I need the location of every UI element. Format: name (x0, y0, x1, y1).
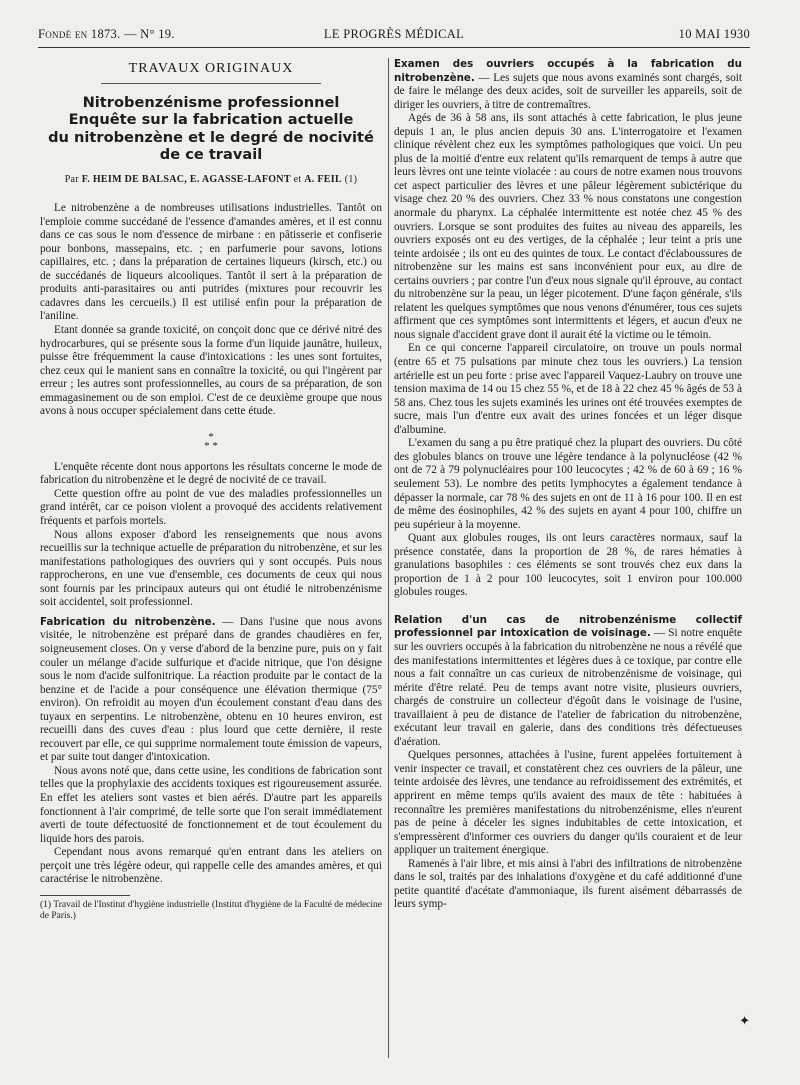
article-title (40, 94, 382, 164)
subsection-heading: Examen des ouvriers occupés à la fabrication du nitrobenzène. (394, 58, 742, 84)
paragraph: Agés de 36 à 58 ans, ils sont attachés à cette fabrication, le plus jeune depuis 1 an, le plus ancien depuis 30 ans. L'interrogatoire et l'examen clinique révèlent chez eux les symptômes pathologiques que voici. Un peu plus de la moitié d'entre eux relatent qu'ils remarquent de temps à autre que leurs lèvres ont une teinte violacée : au cours de notre examen nous trouvons cet aspect particulier des lèvres et une pâleur légèrement subictérique du visage chez 20 % des ouvriers. Chez 33 % nous constatons une congestion anormale du pharynx. La céphalée intermittente est notée chez 45 % des ouvriers. Lorsque se sont produites des fuites au niveau des appareils, les ouvriers exposés ont eu des vertiges, de la céphalée ; leur teint a pris une teinte ardoisée ; ils ont eu des quintes de toux. Le contact d'éclaboussures de nitrobenzène sur les mains est sans inconvénient pour eux, au dire de certains ouvriers ; par contre l'un d'eux nous signale qu'il éprouve, au contact du nitrobenzène sur la peau, un léger picotement. D'une façon générale, s'ils relatent les quelques symptômes que nous venons d'énumérer, tous ces sujets affirment que ces symptômes sont intermittents et légers, et aucun d'eux ne nous signale d'accident grave dont il aurait été la victime ou le témoin. (394, 112, 742, 341)
running-header (38, 27, 750, 45)
title-line: de ce travail (159, 146, 263, 164)
paragraph: L'examen du sang a pu être pratiqué chez la plupart des ouvriers. Du côté des globules blancs on trouve une légère tendance à la polynucléose (42 % ont de 72 à 79 polynucléaires pour 100 leucocytes ; 42 % de 60 à 69 ; 16 % seulement 53). Le nombre des petits lymphocytes a également tendance à dépasser la normale, car 78 % des sujets en ont de 11 à 16 pour 100. Il en est de même des éosinophiles, 42 % des sujets en ayant 4 pour 100, chiffre un peu supérieur à la moyenne. (394, 437, 742, 531)
section-rule (101, 83, 321, 84)
column-separator (388, 58, 389, 1058)
title-line: Nitrobenzénisme professionnel (82, 93, 340, 111)
end-ornament: ✦ (739, 1013, 750, 1028)
paragraph: Ramenés à l'air libre, et mis ainsi à l'abri des infiltrations de nitrobenzène dans le sol, traités par des inhalations d'oxygène et du café additionné d'une petite quantité d'acétate d'ammoniaque, ils furent aisément débarrassés de leurs symp- (394, 857, 742, 911)
asterism-top: * (208, 430, 214, 443)
paragraph-text: — Si notre enquête sur les ouvriers occupés à la fabrication du nitrobenzène ne nous a révélé que des manifestations intermittentes et légères dues à ce toxique, par contre elle nous a fait connaître un cas curieux de nitrobenzénisme de voisinage, qui mérite d'être relaté. Peu de temps avant notre visite, plusieurs ouvriers, chargés de construire un collecteur d'égoût dans le voisinage de l'usine, travaillaient à peu de distance de l'atelier de fabrication du nitrobenzène, exécutant leur travail en galerie, dans des conditions très défectueuses d'aération. (394, 627, 743, 748)
paragraph: L'enquête récente dont nous apportons les résultats concerne le mode de fabrication du nitrobenzène et le degré de nocivité de ce travail. (40, 460, 382, 487)
section-asterism (40, 430, 382, 452)
header-journal-title: LE PROGRÈS MÉDICAL (323, 27, 465, 41)
subsection-paragraph (394, 58, 742, 112)
title-line: Enquête sur la fabrication actuelle (68, 111, 354, 129)
authors-names-2: A. FEIL (304, 173, 342, 185)
header-rule (38, 47, 750, 48)
paragraph-text: — Les sujets que nous avons examinés sont chargés, soit de faire le mélange des deux acides, soit de surveiller les appareils, soit de diriger les ouvriers, à titre de contremaîtres. (394, 71, 742, 111)
authors-and: et (293, 173, 302, 185)
authors-footnote-ref: (1) (344, 173, 358, 185)
footnote: (1) Travail de l'Institut d'hygiène industrielle (Institut d'hygiène de la Faculté de médecine de Paris.) (40, 899, 382, 922)
paragraph: Quelques personnes, attachées à l'usine, furent appelées fortuitement à venir inspecter ce travail, et constatèrent chez ces ouvriers de la pâleur, une teinte ardoisée des lèvres, une tendance au refroidissement des extrémités, et apprirent en même temps qu'ils avaient des maux de tête : habituées à reconnaître les premières manifestations du nitrobenzénisme, elles n'eurent pas de peine à déceler les signes indubitables de cette intoxication, et s'empressèrent d'informer ces ouvriers du danger qu'ils couraient et de leur appliquer un traitement énergique. (394, 749, 742, 857)
subsection-heading: Fabrication du nitrobenzène. (40, 615, 216, 628)
paragraph: En ce qui concerne l'appareil circulatoire, on trouve un pouls normal (entre 65 et 75 pulsations par minute chez tous les ouvriers.) La tension artérielle est un peu forte : prise avec l'appareil Vaquez-Laubry on trouve une tension maxima de 14 ou 15 chez 55 %, et de 18 à 22 chez 45 % âgés de 53 à 58 ans. Chez tous les sujets examinés les urines ont été trouvées exemptes de sucre, mais l'un d'entre eux avait des urines foncées et un léger disque d'albumine. (394, 342, 742, 436)
paragraph-text: — Dans l'usine que nous avons visitée, le nitrobenzène est préparé dans de grandes chaudières en fer, soigneusement closes. On y verse d'abord de la benzine pure, puis on y fait couler un mélange d'acide sulfurique et d'acide nitrique, que l'on désigne sous le nom d'acide sulfonitrique. La réaction produite par le contact de la benzine et de l'acide a pour conséquence une élévation thermique (75° environ). On refroidit au moyen d'un écoulement constant d'eau dans des tuyaux en serpentins. Le nitrobenzène, obtenu en 10 heures environ, est recueilli dans des cuves d'eau : plus lourd que cette dernière, il reste recouvert par elle, ce qui supprime normalement toute émission de vapeurs, et par suite tout danger d'intoxication. (40, 615, 383, 764)
paragraph: Le nitrobenzène a de nombreuses utilisations industrielles. Tantôt on l'emploie comme succédané de l'essence d'amandes amères, et il est connu dans ce cas sous le nom d'essence de mirbane : en pâtisserie et confiserie pour bonbons, massepains, etc. ; en parfumerie pour savons, lotions capillaires, etc. ; dans la préparation de certaines liqueurs (kirsch, etc.) ou de succédanés de liqueurs alcooliques. Tantôt il sert à la préparation de produits anti-parasitaires ou anti putrides (mixtures pour recouvrir les cadavres dans les cercueils.) Il est utilisé enfin pour la préparation de l'aniline. (40, 202, 382, 323)
paragraph: Cependant nous avons remarqué qu'en entrant dans les ateliers on perçoit une très légère odeur, qui rappelle celle des amandes amères, et qui caractérise le nitrobenzène. (40, 846, 382, 886)
article-authors (40, 173, 382, 187)
authors-prefix: Par (64, 173, 79, 185)
footnote-rule (40, 895, 130, 896)
paragraph: Nous avons noté que, dans cette usine, les conditions de fabrication sont telles que la prophylaxie des accidents toxiques est rigoureusement assurée. En effet les ateliers sont vastes et bien aérés. D'autre part les appareils fonctionnent à l'air comprimé, de telle sorte que l'on serait immédiatement averti de toute défectuosité de fonctionnement et de tout écoulement du liquide hors des parois. (40, 764, 382, 845)
title-line: du nitrobenzène et le degré de nocivité (48, 128, 374, 146)
paragraph: Quant aux globules rouges, ils ont leurs caractères normaux, sauf la présence constatée, dans la proportion de 28 %, de rares hématies à granulations basophiles : ces éléments se sont trouvés chez eux dans la proportion de 1 à 2 pour 100 leucocytes, soit 1 environ pour 100.000 globules rouges. (394, 532, 742, 599)
subsection-paragraph (394, 614, 742, 749)
subsection-paragraph (40, 616, 382, 765)
authors-names-1: F. HEIM DE BALSAC, E. AGASSE-LAFONT (81, 173, 291, 185)
header-founded: Fondé en 1873. — N° 19. (38, 27, 175, 41)
header-date: 10 MAI 1930 (678, 27, 750, 41)
paragraph: Etant donnée sa grande toxicité, on conçoit donc que ce dérivé nitré des hydrocarbures, qui se présente sous la forme d'un liquide jaunâtre, huileux, puisse être fréquemment la cause d'intoxications : les unes sont fortuites, chez ceux qui le manient sans en connaître la toxicité, ou qui l'ingèrent par erreur ; les autres sont professionnelles, au cours de sa préparation, de son emmagasinement ou de son emploi. C'est de ce deuxième groupe que nous avons à nous occuper spécialement dans cette étude. (40, 324, 382, 418)
paragraph: Cette question offre au point de vue des maladies professionnelles un grand intérêt, car ce poison violent a provoqué des accidents relativement fréquents et parfois mortels. (40, 487, 382, 528)
section-title: TRAVAUX ORIGINAUX (128, 61, 294, 76)
asterism-bottom: * * (204, 439, 218, 452)
right-column (394, 58, 742, 912)
left-column (40, 58, 382, 923)
subsection-heading: Relation d'un cas de nitrobenzénisme collectif professionnel par intoxication de voisinage. (394, 613, 742, 640)
paragraph: Nous allons exposer d'abord les renseignements que nous avons recueillis sur la technique actuelle de préparation du nitrobenzène, et sur les manifestations pathologiques des ouvriers qui y sont occupés. Puis nous rapprocherons, en une vue d'ensemble, ces documents de ceux qui nous sont fournis par les principaux auteurs qui ont étudié le nitrobenzénisme soit accidentel, soit professionnel. (40, 528, 382, 609)
